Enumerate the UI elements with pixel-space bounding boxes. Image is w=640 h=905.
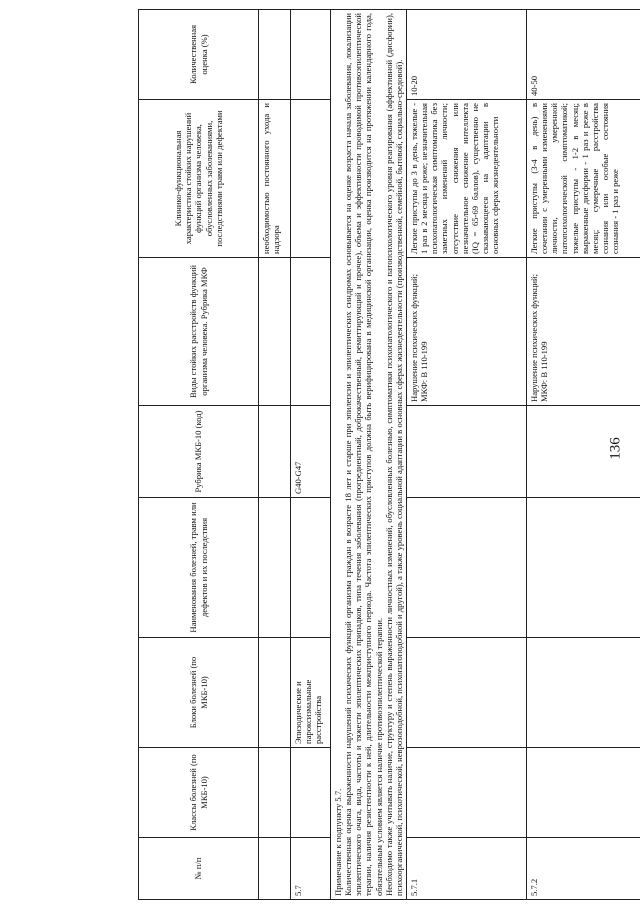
note-title: Примечание к подпункту 5.7.: [333, 788, 343, 896]
row-5-7-code: G40-G47: [291, 406, 331, 498]
header-num: № п/п: [139, 838, 259, 900]
table-row-top: [259, 10, 291, 900]
row-5-7-1-clinical: Легкие приступы до 3 в день, тяжелые - 1 раз в 2 месяца и реже; незначительная психопатологическая симптоматика без заметных изменений личности; отсутствие снижения или незначительное снижение интеллекта (IQ = 65-69 баллов), существенно не сказывающееся на адаптации в основных сферах жизнедеятельности: [406, 100, 526, 258]
header-clinical: Клинико-функциональная характеристика стойких нарушений функций организма человека, обусловленных заболеваниями, последствиями травм или дефектами: [139, 100, 259, 258]
header-blocks: Блоки болезней (по МКБ-10): [139, 638, 259, 748]
row-5-7-1-percent: 10-20: [406, 10, 526, 100]
header-percent: Количественная оценка (%): [139, 10, 259, 100]
note-paragraph-1: Количественная оценка выраженности нарушений психических функций организма граждан в возрасте 18 лет и старше при эпилепсии и эпилептических синдромах основывается на оценке возраста начала заболевания, локализации эпилептического очага, вида, частоты и тяжести эпилептических припадков, типа течения заболевания (прогредиентный, доброкачественный, ремиттирующий и прочее), объема и эффективности проводимой противоэпилептической терапии, наличия резистентности к ней, длительности межприступного периода. Частота эпилептических приступов должна быть верифицирована в медицинской организации, оценка производится на протяжении календарного года, обязательным условием является наличие противоэпилептической терапии.: [343, 13, 384, 896]
row-5-7-2-percent: 40-50: [526, 10, 640, 100]
table-row-5-7: [291, 10, 331, 900]
row-5-7-2-types: Нарушение психических функций; МКФ: В 110-199: [526, 258, 640, 406]
table-row-note: [331, 10, 407, 900]
header-classes: Классы болезней (по МКБ-10): [139, 748, 259, 838]
row-5-7-2-clinical: Легкие приступы (3-4 в день) в сочетании с умеренными изменениями личности, умеренной патопсихологической симптоматикой; тяжелые приступы - 1-2 в месяц; выраженные дисфории - 1 раз и реже в месяц; сумеречные расстройства сознания или особые состояния сознания - 1 раз и реже: [526, 100, 640, 258]
table-row-5-7-2: [526, 10, 640, 900]
header-types: Виды стойких расстройств функций организма человека. Рубрика МКФ: [139, 258, 259, 406]
note-cell: [331, 10, 407, 900]
row-5-7-block: Эпизодические и пароксизмальные расстройства: [291, 638, 331, 748]
row-5-7-1-num: 5.7.1: [406, 838, 526, 900]
page-number: 136: [607, 437, 624, 460]
table-header-row: [139, 10, 259, 900]
row-5-7-2-num: 5.7.2: [526, 838, 640, 900]
table-row-5-7-1: [406, 10, 526, 900]
row-5-7-num: 5.7: [291, 838, 331, 900]
header-code: Рубрика МКБ-10 (код): [139, 406, 259, 498]
row-5-7-1-types: Нарушение психических функций; МКФ: В 110-199: [406, 258, 526, 406]
row-top-clinical: необходимостью постоянного ухода и надзора: [259, 100, 291, 258]
disability-criteria-table: [138, 9, 640, 900]
note-paragraph-2: Необходимо также учитывать наличие, структуру и степень выраженности личностных изменений, обусловленных болезнью, симптоматики психопатологического и патопсихологического уровня реагирования (аффективной (дисфории), психоорганической, психотической, неврозоподобной, психопатоподобной и другой), а также уровень социальной адаптации в основных сферах жизнедеятельности (производственной, семейной, бытовой, социально-средовой).: [383, 13, 404, 896]
header-names: Наименования болезней, травм или дефектов и их последствия: [139, 498, 259, 638]
